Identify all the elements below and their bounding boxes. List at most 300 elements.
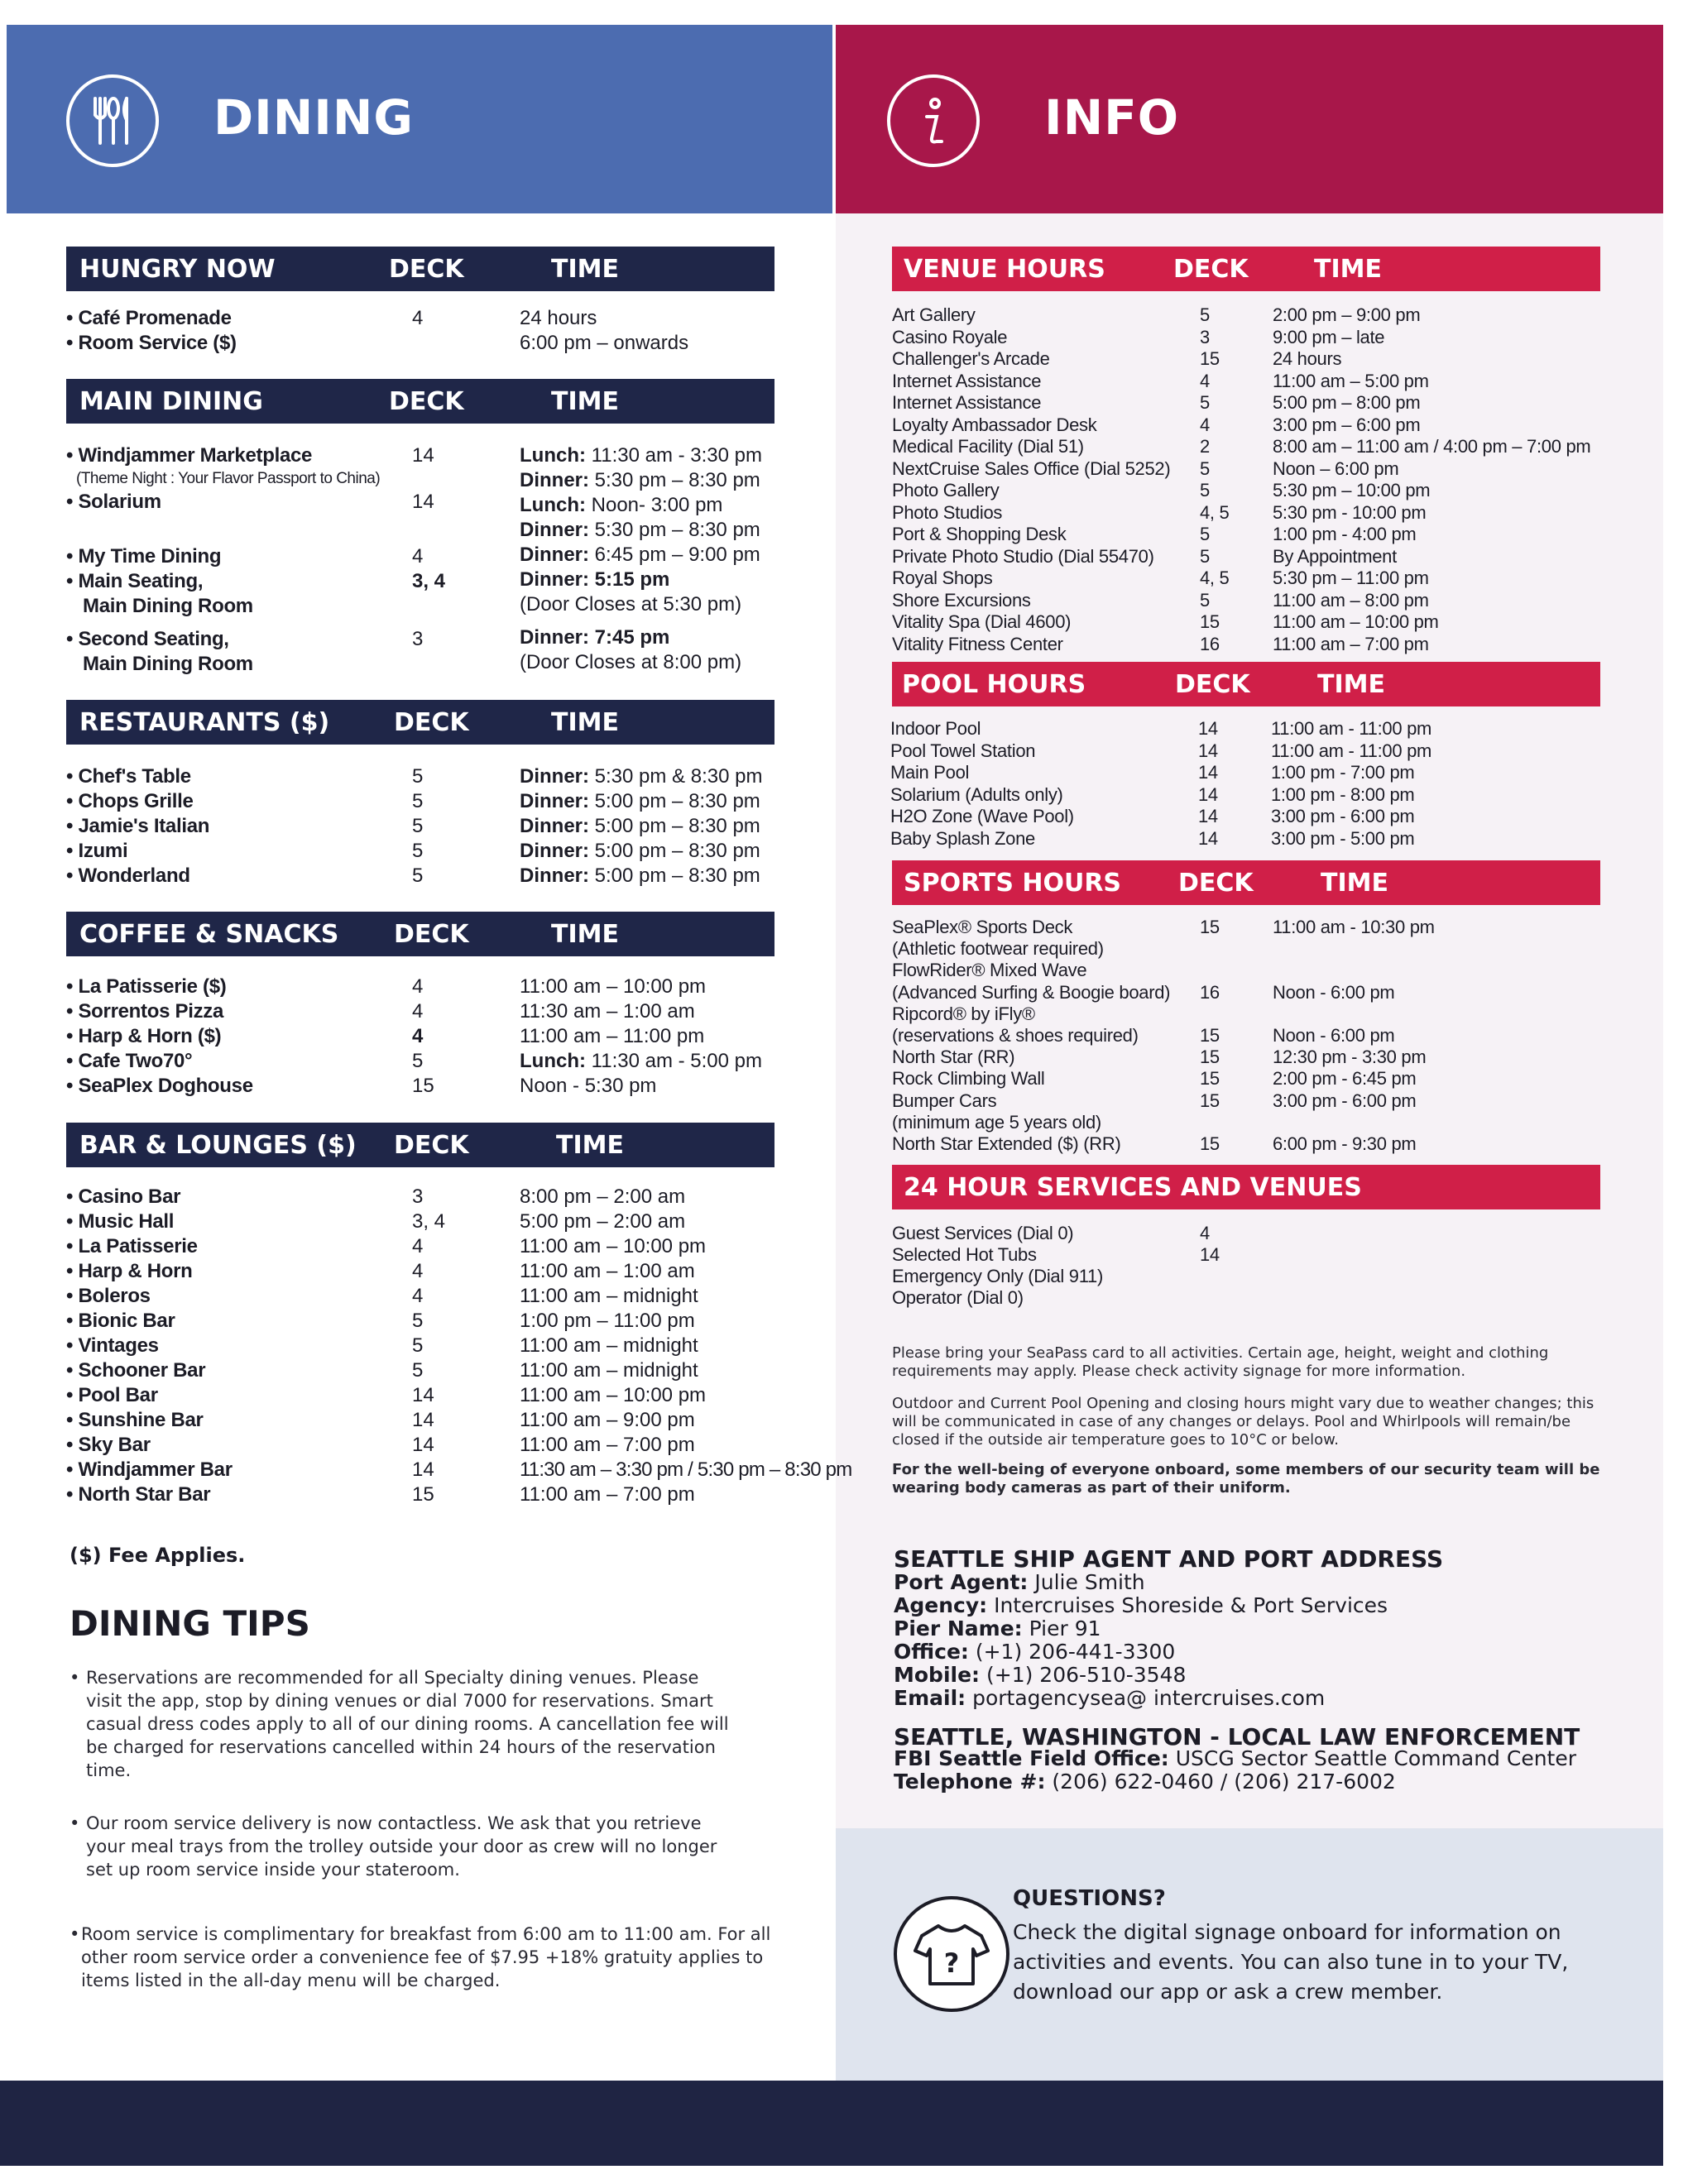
venue-name: SeaPlex® Sports Deck — [892, 917, 1073, 937]
deck-value: 4 — [412, 545, 424, 568]
time-value: 11:00 am – 8:00 pm — [1273, 589, 1429, 611]
time-value: 11:00 am – 7:00 pm — [1273, 633, 1429, 654]
main-dining-header — [66, 379, 774, 424]
deck-value: 14 — [412, 1409, 434, 1431]
venue-name: Vitality Spa (Dial 4600) — [892, 611, 1072, 632]
deck-value: 4, 5 — [1200, 568, 1230, 588]
time-value: 1:00 pm - 4:00 pm — [1273, 524, 1417, 544]
deck-value: 5 — [412, 1310, 424, 1332]
dining-tip — [70, 1923, 781, 1992]
time-value: Dinner: 7:45 pm — [520, 626, 670, 649]
time-col-header: TIME — [551, 920, 619, 949]
deck-col-header: DECK — [394, 708, 469, 737]
time-value: Noon - 6:00 pm — [1273, 981, 1395, 1003]
contact-value: (+1) 206-441-3300 — [968, 1640, 1176, 1664]
time-value: Dinner: 5:15 pm — [520, 568, 670, 591]
port-agent-title: SEATTLE SHIP AGENT AND PORT ADDRESS — [894, 1545, 1444, 1573]
hungry-now-times — [520, 306, 688, 356]
pool-note: Outdoor and Current Pool Opening and closing hours might vary due to weather changes; this will be communicated in case of any changes or delays. Pool and Whirlpools will remain/be closed if the outside air temperature goes to 10°C or below. — [892, 1395, 1594, 1449]
venue-name: Bumper Cars — [892, 1090, 997, 1111]
contact-line — [894, 1687, 1388, 1710]
venue-name: Rock Climbing Wall — [892, 1068, 1045, 1090]
list-item: • SeaPlex Doghouse — [66, 1075, 253, 1097]
deck-value: 16 — [1200, 981, 1220, 1003]
venue-name: Solarium (Adults only) — [890, 783, 1063, 805]
time-value: 24 hours — [1273, 348, 1342, 369]
contact-line — [894, 1664, 1388, 1687]
meal-label: Lunch: — [520, 1050, 586, 1072]
time-value: 11:00 am – midnight — [520, 1334, 698, 1357]
contact-label: Mobile: — [894, 1663, 981, 1687]
time-text: 11:30 am - 3:30 pm — [585, 444, 762, 467]
contact-label: Office: — [894, 1640, 969, 1664]
main-dining-decks — [412, 443, 445, 652]
venue-name: Main Pool — [890, 762, 970, 783]
meal-label: Dinner: — [520, 469, 589, 491]
venue-name: NextCruise Sales Office (Dial 5252) — [892, 457, 1171, 479]
deck-value: 4 — [412, 1260, 424, 1282]
deck-value: 14 — [1200, 1244, 1220, 1265]
time-value — [520, 1049, 762, 1074]
dining-title: DINING — [213, 89, 414, 146]
time-value: 3:00 pm – 6:00 pm — [1273, 414, 1421, 435]
utensils-icon — [66, 74, 159, 167]
meal-label: Dinner: — [520, 864, 589, 887]
dining-tip — [70, 1666, 731, 1782]
time-value: 8:00 pm – 2:00 am — [520, 1185, 686, 1208]
svg-text:?: ? — [943, 1947, 960, 1979]
list-item: • Second Seating, — [66, 628, 229, 650]
coffee-times — [520, 975, 762, 1099]
list-item: • My Time Dining — [66, 545, 222, 568]
deck-value: 4 — [1200, 370, 1210, 391]
venue-name: Emergency Only (Dial 911) — [892, 1266, 1103, 1286]
deck-value: 5 — [1200, 304, 1210, 325]
deck-value: 5 — [1200, 480, 1210, 500]
dining-header — [7, 25, 832, 213]
venue-name: Selected Hot Tubs — [892, 1244, 1037, 1265]
deck-value: 3 — [1200, 326, 1210, 347]
sports-hours-header — [892, 860, 1600, 905]
time-value: 5:30 pm – 10:00 pm — [1273, 480, 1431, 500]
venue-name: Baby Splash Zone — [890, 827, 1035, 849]
venue-name: Vitality Fitness Center — [892, 633, 1063, 654]
time-value — [520, 518, 762, 543]
list-item: • La Patisserie ($) — [66, 975, 227, 998]
time-value: 3:00 pm - 5:00 pm — [1271, 827, 1415, 849]
deck-value: 3, 4 — [412, 1210, 446, 1233]
time-value — [520, 468, 762, 493]
list-item: • Sunshine Bar — [66, 1409, 204, 1431]
list-item: • Solarium — [66, 491, 161, 513]
time-value: 11:00 am – 10:00 pm — [520, 1235, 707, 1257]
meal-label: Lunch: — [520, 494, 586, 516]
deck-value: 15 — [1200, 611, 1220, 632]
tip-text: Our room service delivery is now contactless. We ask that you retrieve your meal trays from the trolley outside your door as crew will no longer set up room service inside your stateroom. — [86, 1813, 717, 1880]
deck-value: 14 — [1198, 762, 1218, 783]
venue-name: Private Photo Studio (Dial 55470) — [892, 545, 1154, 567]
pool-hours-title: POOL HOURS — [902, 670, 1086, 699]
deck-value: 14 — [1198, 718, 1218, 739]
contact-line — [894, 1617, 1388, 1640]
time-value — [520, 443, 762, 468]
list-item: • Casino Bar — [66, 1185, 181, 1208]
deck-value: 14 — [412, 491, 434, 513]
meal-label: Dinner: — [520, 840, 589, 862]
venue-name: Operator (Dial 0) — [892, 1287, 1024, 1308]
time-value: 9:00 pm – late — [1273, 326, 1385, 347]
list-item-sub: Main Dining Room — [83, 595, 253, 617]
tshirt-question-icon — [894, 1896, 1009, 2012]
time-value: Noon - 5:30 pm — [520, 1075, 657, 1097]
list-item: • La Patisserie — [66, 1235, 198, 1257]
bar-lounges-header — [66, 1123, 774, 1167]
deck-value: 14 — [412, 1384, 434, 1406]
deck-value: 4 — [412, 1000, 424, 1023]
services-24-title: 24 HOUR SERVICES AND VENUES — [904, 1173, 1362, 1202]
time-text: 6:45 pm – 9:00 pm — [589, 544, 760, 566]
bars-decks — [412, 1185, 445, 1507]
deck-col-header: DECK — [394, 920, 469, 949]
deck-value: 4 — [412, 307, 424, 329]
restaurants-decks — [412, 764, 423, 888]
list-item: • Harp & Horn ($) — [66, 1025, 222, 1047]
time-value — [520, 764, 762, 789]
time-text: 5:30 pm – 8:30 pm — [589, 469, 760, 491]
deck-value: 15 — [1200, 1068, 1220, 1090]
deck-value: 4 — [412, 1025, 424, 1047]
meal-label: Dinner: — [520, 790, 589, 812]
contact-value: (+1) 206-510-3548 — [980, 1663, 1187, 1687]
contact-line — [894, 1770, 1576, 1794]
time-text: 5:00 pm – 8:30 pm — [589, 815, 760, 837]
deck-col-header: DECK — [1178, 869, 1254, 898]
time-value: 12:30 pm - 3:30 pm — [1273, 1046, 1427, 1068]
time-text: 5:30 pm & 8:30 pm — [589, 765, 763, 788]
list-item: • North Star Bar — [66, 1483, 211, 1506]
contact-line — [894, 1640, 1388, 1664]
contact-value: Pier 91 — [1022, 1616, 1101, 1640]
contact-label: Port Agent: — [894, 1570, 1029, 1594]
venue-hours-title: VENUE HOURS — [904, 255, 1105, 284]
time-value — [520, 814, 762, 839]
main-dining-names — [66, 443, 380, 677]
list-item: • Windjammer Marketplace — [66, 444, 313, 467]
time-value: 11:00 am – 10:00 pm — [520, 975, 707, 998]
time-col-header: TIME — [1314, 255, 1382, 284]
meal-label: Dinner: — [520, 815, 589, 837]
list-item: • Boleros — [66, 1285, 151, 1307]
restaurants-header — [66, 700, 774, 745]
deck-value: 14 — [1198, 740, 1218, 761]
list-item: • Jamie's Italian — [66, 815, 210, 837]
bullet: • — [70, 1668, 80, 1688]
meal-label: Dinner: — [520, 544, 589, 566]
meal-label: Dinner: — [520, 765, 589, 788]
venue-name: Art Gallery — [892, 304, 976, 325]
contact-label: FBI Seattle Field Office: — [894, 1746, 1169, 1770]
contact-value: USCG Sector Seattle Command Center — [1168, 1746, 1577, 1770]
time-value — [520, 864, 762, 888]
time-value: 11:00 am - 11:00 pm — [1271, 718, 1432, 739]
venue-name: Casino Royale — [892, 326, 1008, 347]
contact-line — [894, 1747, 1576, 1770]
time-text: 5:30 pm – 8:30 pm — [589, 519, 760, 541]
contact-value: Intercruises Shoreside & Port Services — [987, 1593, 1388, 1617]
deck-value: 2 — [1200, 436, 1210, 457]
list-item: • Bionic Bar — [66, 1310, 175, 1332]
venue-name: (Athletic footwear required) — [892, 938, 1104, 960]
deck-value: 5 — [1200, 545, 1210, 567]
footer-band — [0, 2081, 1663, 2166]
security-note: For the well-being of everyone onboard, some members of our security team will be wearing body cameras as part of their uniform. — [892, 1461, 1600, 1497]
port-agent-details — [894, 1571, 1388, 1710]
time-col-header: TIME — [551, 387, 619, 416]
list-item: • Windjammer Bar — [66, 1458, 233, 1481]
bullet: • — [70, 1813, 80, 1833]
meal-label: Lunch: — [520, 444, 586, 467]
contact-label: Agency: — [894, 1593, 988, 1617]
venue-name: Indoor Pool — [890, 718, 981, 739]
deck-value: 5 — [1200, 589, 1210, 611]
time-value: 11:00 am – 5:00 pm — [1273, 370, 1429, 391]
venue-name: (Advanced Surfing & Boogie board) — [892, 981, 1171, 1003]
deck-value: 15 — [1200, 1046, 1220, 1068]
venue-name: Royal Shops — [892, 568, 993, 588]
time-text: 5:00 pm – 8:30 pm — [589, 864, 760, 887]
time-value: 3:00 pm - 6:00 pm — [1271, 806, 1415, 826]
dining-tips-title: DINING TIPS — [70, 1603, 310, 1644]
deck-value: 15 — [1200, 1133, 1220, 1154]
fee-note: ($) Fee Applies. — [70, 1544, 246, 1567]
restaurants-times — [520, 764, 762, 888]
deck-col-header: DECK — [1173, 255, 1249, 284]
contact-value: (206) 622-0460 / (206) 217-6002 — [1045, 1770, 1396, 1794]
door-note: (Door Closes at 5:30 pm) — [520, 593, 742, 615]
venue-name: (minimum age 5 years old) — [892, 1111, 1101, 1133]
deck-col-header: DECK — [394, 1131, 469, 1160]
deck-value: 5 — [412, 1359, 424, 1382]
time-value: 11:00 am - 10:30 pm — [1273, 917, 1435, 937]
law-enforcement-title: SEATTLE, WASHINGTON - LOCAL LAW ENFORCEMENT — [894, 1723, 1580, 1751]
tip-text: Reservations are recommended for all Specialty dining venues. Please visit the app, stop by dining venues or dial 7000 for reservations. Smart casual dress codes apply to all of our dining rooms. A cancellation fee will be charged for reservations cancelled within 24 hours of the reservation time. — [86, 1668, 729, 1780]
deck-value: 5 — [1200, 392, 1210, 413]
hungry-now-names — [66, 306, 237, 356]
bars-times — [520, 1185, 851, 1507]
list-item: • Schooner Bar — [66, 1359, 206, 1382]
time-value: 1:00 pm - 7:00 pm — [1271, 762, 1415, 783]
list-item: • Main Seating, — [66, 570, 204, 592]
deck-value: 5 — [412, 815, 424, 837]
deck-value: 14 — [1198, 827, 1218, 849]
time-value: 6:00 pm – onwards — [520, 332, 689, 354]
time-col-header: TIME — [551, 708, 619, 737]
venue-name: Guest Services (Dial 0) — [892, 1223, 1074, 1243]
contact-line — [894, 1594, 1388, 1617]
time-value: 5:30 pm – 11:00 pm — [1273, 568, 1429, 588]
questions-line: download our app or ask a crew member. — [1013, 1980, 1443, 2004]
coffee-snacks-header — [66, 912, 774, 956]
contact-label: Telephone #: — [894, 1770, 1046, 1794]
deck-value: 3, 4 — [412, 570, 446, 592]
time-value: 11:00 am – midnight — [520, 1285, 698, 1307]
venue-name: Photo Studios — [892, 501, 1003, 523]
contact-value: portagencysea@ intercruises.com — [966, 1686, 1326, 1710]
time-value: 11:00 am – 1:00 am — [520, 1260, 695, 1282]
deck-value: 5 — [1200, 524, 1210, 544]
bars-names — [66, 1185, 233, 1507]
time-value: 11:00 am – 10:00 pm — [1273, 611, 1439, 632]
list-item: • Izumi — [66, 840, 128, 862]
time-text: 11:30 am - 5:00 pm — [585, 1050, 762, 1072]
time-col-header: TIME — [551, 255, 619, 284]
venue-hours-header — [892, 247, 1600, 291]
list-item: • Cafe Two70° — [66, 1050, 193, 1072]
time-col-header: TIME — [1321, 869, 1388, 898]
time-value: 8:00 am – 11:00 am / 4:00 pm – 7:00 pm — [1273, 436, 1591, 457]
questions-line: Check the digital signage onboard for information on — [1013, 1920, 1561, 1944]
contact-line — [894, 1571, 1388, 1594]
time-text: 5:00 pm – 8:30 pm — [589, 790, 760, 812]
time-value: 11:00 am – 7:00 pm — [520, 1483, 695, 1506]
contact-label: Email: — [894, 1686, 966, 1710]
hungry-now-header — [66, 247, 774, 291]
door-note: (Door Closes at 8:00 pm) — [520, 651, 742, 673]
time-col-header: TIME — [556, 1131, 624, 1160]
list-item: • Pool Bar — [66, 1384, 158, 1406]
coffee-decks — [412, 975, 434, 1099]
time-value — [520, 789, 762, 814]
venue-name: Ripcord® by iFly® — [892, 1003, 1035, 1024]
questions-title: QUESTIONS? — [1013, 1886, 1166, 1911]
bar-lounges-title: BAR & LOUNGES ($) — [79, 1131, 357, 1160]
seapass-note: Please bring your SeaPass card to all activities. Certain age, height, weight and clothing requirements may apply. Please check activity signage for more information. — [892, 1344, 1549, 1380]
info-icon — [887, 74, 980, 167]
time-value: 11:00 am – 10:00 pm — [520, 1384, 707, 1406]
venue-name: Medical Facility (Dial 51) — [892, 436, 1084, 457]
pool-hours-header — [892, 662, 1600, 706]
contact-label: Pier Name: — [894, 1616, 1023, 1640]
list-item: • Sorrentos Pizza — [66, 1000, 224, 1023]
bullet: • — [70, 1924, 80, 1944]
dining-tip — [70, 1812, 731, 1881]
venue-name: North Star Extended ($) (RR) — [892, 1133, 1121, 1154]
restaurants-title: RESTAURANTS ($) — [79, 708, 330, 737]
time-value: 11:00 am – 11:00 pm — [520, 1025, 705, 1047]
coffee-snacks-title: COFFEE & SNACKS — [79, 920, 339, 949]
list-item: • Sky Bar — [66, 1434, 151, 1456]
deck-value: 5 — [412, 765, 424, 788]
time-value: 11:00 am – 7:00 pm — [520, 1434, 695, 1456]
deck-value: 15 — [1200, 1090, 1220, 1111]
list-item: • Vintages — [66, 1334, 159, 1357]
deck-value: 14 — [1198, 783, 1218, 805]
deck-value: 4 — [412, 1285, 424, 1307]
time-value: 3:00 pm - 6:00 pm — [1273, 1090, 1417, 1111]
contact-value: Julie Smith — [1028, 1570, 1145, 1594]
deck-value: 14 — [412, 444, 434, 467]
venue-name: Loyalty Ambassador Desk — [892, 414, 1097, 435]
list-item: • Chops Grille — [66, 790, 194, 812]
main-dining-title: MAIN DINING — [79, 387, 263, 416]
time-value — [520, 543, 762, 568]
deck-value: 14 — [412, 1458, 434, 1481]
deck-value: 5 — [412, 1334, 424, 1357]
list-item: • Music Hall — [66, 1210, 175, 1233]
venue-name: Photo Gallery — [892, 480, 1000, 500]
time-value: 11:00 am - 11:00 pm — [1271, 740, 1432, 761]
hungry-now-title: HUNGRY NOW — [79, 255, 276, 284]
venue-name: Port & Shopping Desk — [892, 524, 1067, 544]
questions-line: activities and events. You can also tune in to your TV, — [1013, 1950, 1569, 1974]
deck-value: 5 — [412, 864, 424, 887]
info-title: INFO — [1044, 89, 1180, 146]
deck-value: 5 — [1200, 457, 1210, 479]
hungry-now-decks — [412, 306, 423, 331]
list-item: • Wonderland — [66, 864, 190, 887]
time-value: 11:30 am – 3:30 pm / 5:30 pm – 8:30 pm — [520, 1458, 852, 1481]
deck-value: 5 — [412, 840, 424, 862]
deck-value: 14 — [1198, 806, 1218, 826]
time-value: By Appointment — [1273, 545, 1397, 567]
deck-col-header: DECK — [389, 387, 464, 416]
tip-text: Room service is complimentary for breakfast from 6:00 am to 11:00 am. For all other room service order a convenience fee of $7.95 +18% gratuity applies to items listed in the all-day menu will be charged. — [81, 1924, 771, 1990]
meal-label: Dinner: — [520, 519, 589, 541]
list-item: • Café Promenade — [66, 307, 232, 329]
deck-value: 15 — [1200, 917, 1220, 937]
time-value: 11:30 am – 1:00 am — [520, 1000, 695, 1023]
deck-value: 4 — [412, 975, 424, 998]
sports-hours-title: SPORTS HOURS — [904, 869, 1122, 898]
deck-value: 3 — [412, 1185, 424, 1208]
law-enforcement-details — [894, 1747, 1576, 1794]
deck-value: 3 — [412, 628, 424, 650]
deck-col-header: DECK — [389, 255, 464, 284]
time-value: 5:00 pm – 2:00 am — [520, 1210, 686, 1233]
venue-name: Challenger's Arcade — [892, 348, 1050, 369]
time-value: 1:00 pm – 11:00 pm — [520, 1310, 695, 1332]
deck-value: 16 — [1200, 633, 1220, 654]
deck-value: 15 — [1200, 1025, 1220, 1046]
deck-value: 15 — [412, 1075, 434, 1097]
venue-name: (reservations & shoes required) — [892, 1025, 1139, 1046]
time-value: 11:00 am – 9:00 pm — [520, 1409, 695, 1431]
venue-name: Internet Assistance — [892, 392, 1042, 413]
venue-name: FlowRider® Mixed Wave — [892, 960, 1087, 981]
venue-name: North Star (RR) — [892, 1046, 1015, 1068]
list-item: • Harp & Horn — [66, 1260, 193, 1282]
time-value — [520, 493, 762, 518]
info-header — [836, 25, 1663, 213]
deck-col-header: DECK — [1175, 670, 1250, 699]
time-value: 2:00 pm – 9:00 pm — [1273, 304, 1421, 325]
time-value: 24 hours — [520, 307, 597, 329]
time-value: 1:00 pm - 8:00 pm — [1271, 783, 1415, 805]
questions-text — [1013, 1918, 1568, 2007]
time-value: 11:00 am – midnight — [520, 1359, 698, 1382]
deck-value: 4 — [1200, 1223, 1210, 1243]
list-item-sub: Main Dining Room — [83, 653, 253, 675]
time-value — [520, 839, 762, 864]
time-value: Noon – 6:00 pm — [1273, 457, 1399, 479]
time-text: 5:00 pm – 8:30 pm — [589, 840, 760, 862]
deck-value: 14 — [412, 1434, 434, 1456]
deck-value: 5 — [412, 1050, 424, 1072]
main-dining-times — [520, 443, 762, 675]
deck-value: 5 — [412, 790, 424, 812]
time-text: Noon- 3:00 pm — [585, 494, 723, 516]
deck-value: 4, 5 — [1200, 501, 1230, 523]
